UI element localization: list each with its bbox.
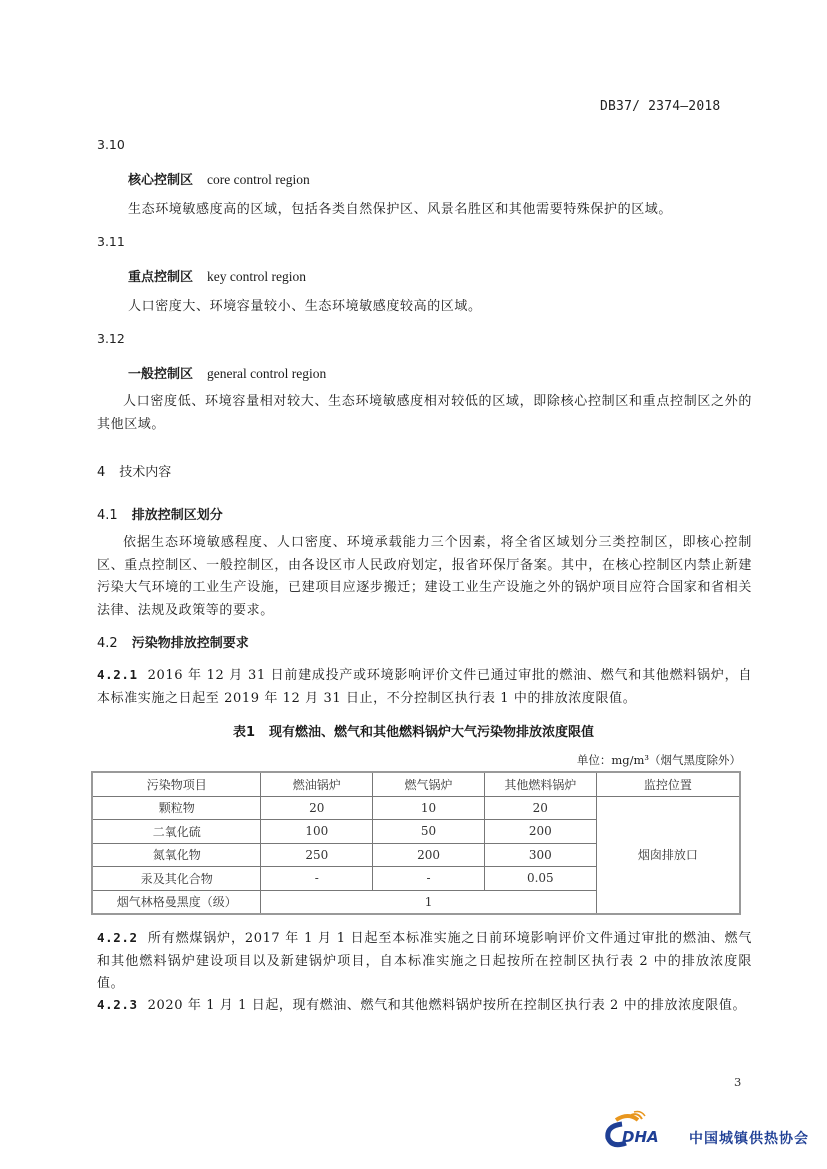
subsection-heading — [97, 632, 249, 651]
section-heading — [97, 461, 171, 480]
clause-text: 2020 年 1 月 1 日起，现有燃油、燃气和其他燃料锅炉按所在控制区执行表 2 中的排放浓度限值。 — [147, 998, 747, 1013]
value-cell: 100 — [261, 820, 373, 844]
term-number: 3.10 — [97, 137, 125, 152]
clause-number: 4.2.2 — [97, 930, 138, 945]
table-unit: 单位：mg/m³（烟气黑度除外） — [576, 753, 741, 767]
clause-number: 4.2.1 — [97, 667, 138, 682]
term-zh: 一般控制区 — [128, 367, 194, 382]
table-number: 表1 — [232, 725, 256, 740]
subsection-number: 4.2 — [97, 636, 118, 651]
standard-code: DB37/ 2374—2018 — [600, 99, 721, 114]
term-number: 3.12 — [97, 331, 125, 346]
value-cell: - — [261, 867, 373, 891]
logo-dha: DHA — [622, 1128, 659, 1146]
monitor-location-cell: 烟囱排放口 — [596, 796, 740, 914]
value-cell: 10 — [373, 796, 485, 820]
term-heading — [128, 363, 326, 382]
logo-org-name: 中国城镇供热协会 — [689, 1131, 809, 1147]
pollutant-cell: 颗粒物 — [92, 796, 261, 820]
table-header-cell: 其他燃料锅炉 — [484, 772, 596, 796]
table-header-cell: 污染物项目 — [92, 772, 261, 796]
table-header-cell: 监控位置 — [596, 772, 740, 796]
term-en: key control region — [207, 269, 306, 284]
pollutant-cell: 二氧化硫 — [92, 820, 261, 844]
term-zh: 重点控制区 — [128, 270, 194, 285]
clause-text: 2016 年 12 月 31 日前建成投产或环境影响评价文件已通过审批的燃油、燃气和其他燃料锅炉，自本标准实施之日起至 2019 年 12 月 31 日止，不分控制区执行表 1 中的排放浓度限值。 — [97, 668, 752, 706]
table-header-cell: 燃气锅炉 — [373, 772, 485, 796]
value-cell: 200 — [484, 820, 596, 844]
section-title: 技术内容 — [119, 465, 172, 480]
value-cell: 20 — [484, 796, 596, 820]
value-cell: 20 — [261, 796, 373, 820]
clause-text: 所有燃煤锅炉，2017 年 1 月 1 日起至本标准实施之日前环境影响评价文件通过审批的燃油、燃气和其他燃料锅炉建设项目以及新建锅炉项目，自本标准实施之日起按所在控制区执行表 2 中的排放浓度限值。 — [97, 931, 752, 991]
subsection-title: 排放控制区划分 — [131, 508, 223, 523]
subsection-title: 污染物排放控制要求 — [131, 636, 249, 651]
value-cell: 300 — [484, 843, 596, 867]
subsection-heading — [97, 504, 223, 523]
section-body: 依据生态环境敏感程度、人口密度、环境承载能力三个因素，将全省区域划分三类控制区，即核心控制区、重点控制区、一般控制区，由各设区市人民政府划定，报省环保厅备案。其中，在核心控制区内禁止新建污染大气环境的工业生产设施，已建项目应逐步搬迁；建设工业生产设施之外的锅炉项目应符合国家和省相关法律、法规及政策等的要求。 — [97, 535, 752, 618]
term-heading — [128, 266, 306, 285]
value-cell: 250 — [261, 843, 373, 867]
term-heading — [128, 169, 310, 188]
section-number: 4 — [97, 465, 106, 480]
term-definition: 生态环境敏感度高的区域，包括各类自然保护区、风景名胜区和其他需要特殊保护的区域。 — [128, 202, 673, 217]
clause-number: 4.2.3 — [97, 997, 138, 1012]
subsection-number: 4.1 — [97, 508, 118, 523]
table-header-row — [92, 772, 740, 796]
emission-limits-table — [91, 771, 741, 915]
clause — [97, 927, 752, 996]
clause — [97, 664, 752, 710]
pollutant-cell: 氮氧化物 — [92, 843, 261, 867]
table-caption: 现有燃油、燃气和其他燃料锅炉大气污染物排放浓度限值 — [269, 725, 595, 740]
value-cell: - — [373, 867, 485, 891]
clause — [97, 994, 757, 1018]
table-header-cell: 燃油锅炉 — [261, 772, 373, 796]
pollutant-cell: 烟气林格曼黑度（级） — [92, 890, 261, 914]
term-zh: 核心控制区 — [128, 173, 194, 188]
term-en: core control region — [207, 172, 310, 187]
pollutant-cell: 汞及其化合物 — [92, 867, 261, 891]
table-row — [92, 796, 740, 820]
term-definition: 人口密度大、环境容量较小、生态环境敏感度较高的区域。 — [128, 299, 482, 314]
value-cell: 200 — [373, 843, 485, 867]
page-number: 3 — [734, 1075, 742, 1089]
value-cell: 1 — [261, 890, 596, 914]
term-definition: 人口密度低、环境容量相对较大、生态环境敏感度相对较低的区域，即除核心控制区和重点控制区之外的其他区域。 — [97, 394, 752, 432]
term-en: general control region — [207, 366, 327, 381]
term-number: 3.11 — [97, 234, 125, 249]
table-title — [0, 721, 827, 740]
value-cell: 0.05 — [484, 867, 596, 891]
value-cell: 50 — [373, 820, 485, 844]
logo-arc — [616, 1116, 638, 1120]
